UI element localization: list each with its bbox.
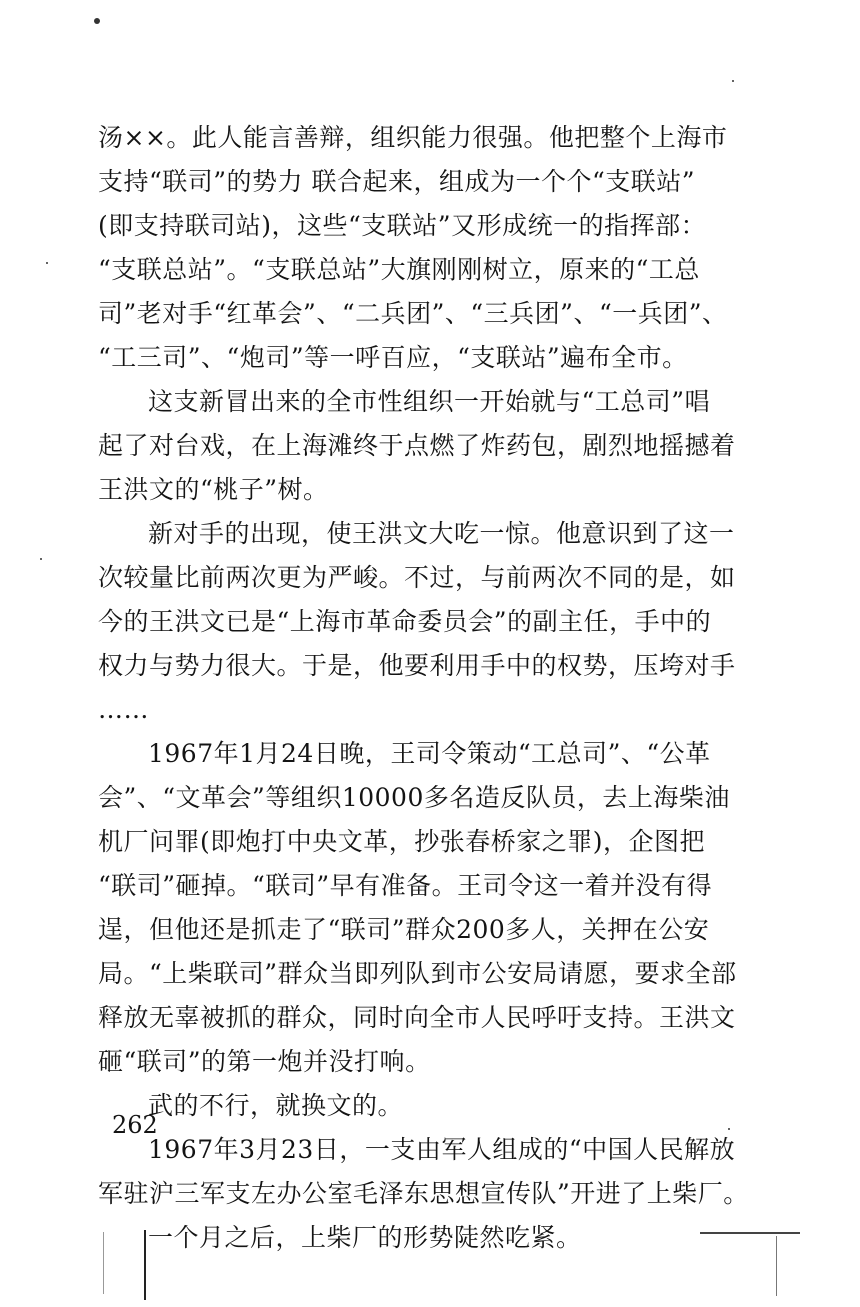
text-line: 司”老对手“红革会”、“二兵团”、“三兵团”、“一兵团”、 — [98, 299, 728, 328]
text-line: 一个月之后，上柴厂的形势陡然吃紧。 — [148, 1223, 582, 1252]
scan-edge-line — [700, 1232, 800, 1234]
text-line: 局。“上柴联司”群众当即列队到市公安局请愿，要求全部 — [98, 959, 737, 988]
text-line: 会”、“文革会”等组织10000多名造反队员，去上海柴油 — [98, 783, 730, 812]
text-line: (即支持联司站)，这些“支联站”又形成统一的指挥部： — [98, 211, 707, 240]
text-line: 逞，但他还是抓走了“联司”群众200多人，关押在公安 — [98, 915, 710, 944]
ink-speck — [46, 262, 48, 264]
text-line: 汤××。此人能言善辩，组织能力很强。他把整个上海市 — [98, 123, 728, 152]
text-line: …… — [98, 695, 149, 724]
text-line: 1967年1月24日晚，王司令策动“工总司”、“公革 — [148, 739, 711, 768]
scan-edge-line — [144, 1230, 146, 1300]
text-line: 次较量比前两次更为严峻。不过，与前两次不同的是，如 — [98, 563, 736, 592]
text-line: 1967年3月23日，一支由军人组成的“中国人民解放 — [148, 1135, 736, 1164]
text-line: 砸“联司”的第一炮并没打响。 — [98, 1047, 431, 1076]
text-line: 起了对台戏，在上海滩终于点燃了炸药包，剧烈地摇撼着 — [98, 431, 736, 460]
text-line: 机厂问罪(即炮打中央文革，抄张春桥家之罪)，企图把 — [98, 827, 706, 856]
text-line: 今的王洪文已是“上海市革命委员会”的副主任，手中的 — [98, 607, 712, 636]
scan-edge-line — [103, 1232, 104, 1294]
text-line: “支联总站”。“支联总站”大旗刚刚树立，原来的“工总 — [98, 255, 700, 284]
text-line: 王洪文的“桃子”树。 — [98, 475, 329, 504]
ink-speck — [40, 558, 42, 560]
text-line: 释放无辜被抓的群众，同时向全市人民呼吁支持。王洪文 — [98, 1003, 736, 1032]
text-line: 支持“联司”的势力 联合起来，组成为一个个“支联站” — [98, 167, 696, 196]
text-line: “联司”砸掉。“联司”早有准备。王司令这一着并没有得 — [98, 871, 713, 900]
body-text — [98, 116, 749, 1260]
ink-speck — [94, 18, 100, 24]
scan-edge-line — [776, 1236, 777, 1296]
text-line: “工三司”、“炮司”等一呼百应，“支联站”遍布全市。 — [98, 343, 688, 372]
text-line: 武的不行，就换文的。 — [148, 1091, 404, 1120]
ink-speck — [732, 80, 734, 82]
text-line: 新对手的出现，使王洪文大吃一惊。他意识到了这一 — [148, 519, 735, 548]
text-line: 权力与势力很大。于是，他要利用手中的权势，压垮对手 — [98, 651, 736, 680]
text-line: 军驻沪三军支左办公室毛泽东思想宣传队”开进了上柴厂。 — [98, 1179, 749, 1208]
text-line: 这支新冒出来的全市性组织一开始就与“工总司”唱 — [148, 387, 711, 416]
page-number: 262 — [112, 1111, 158, 1139]
